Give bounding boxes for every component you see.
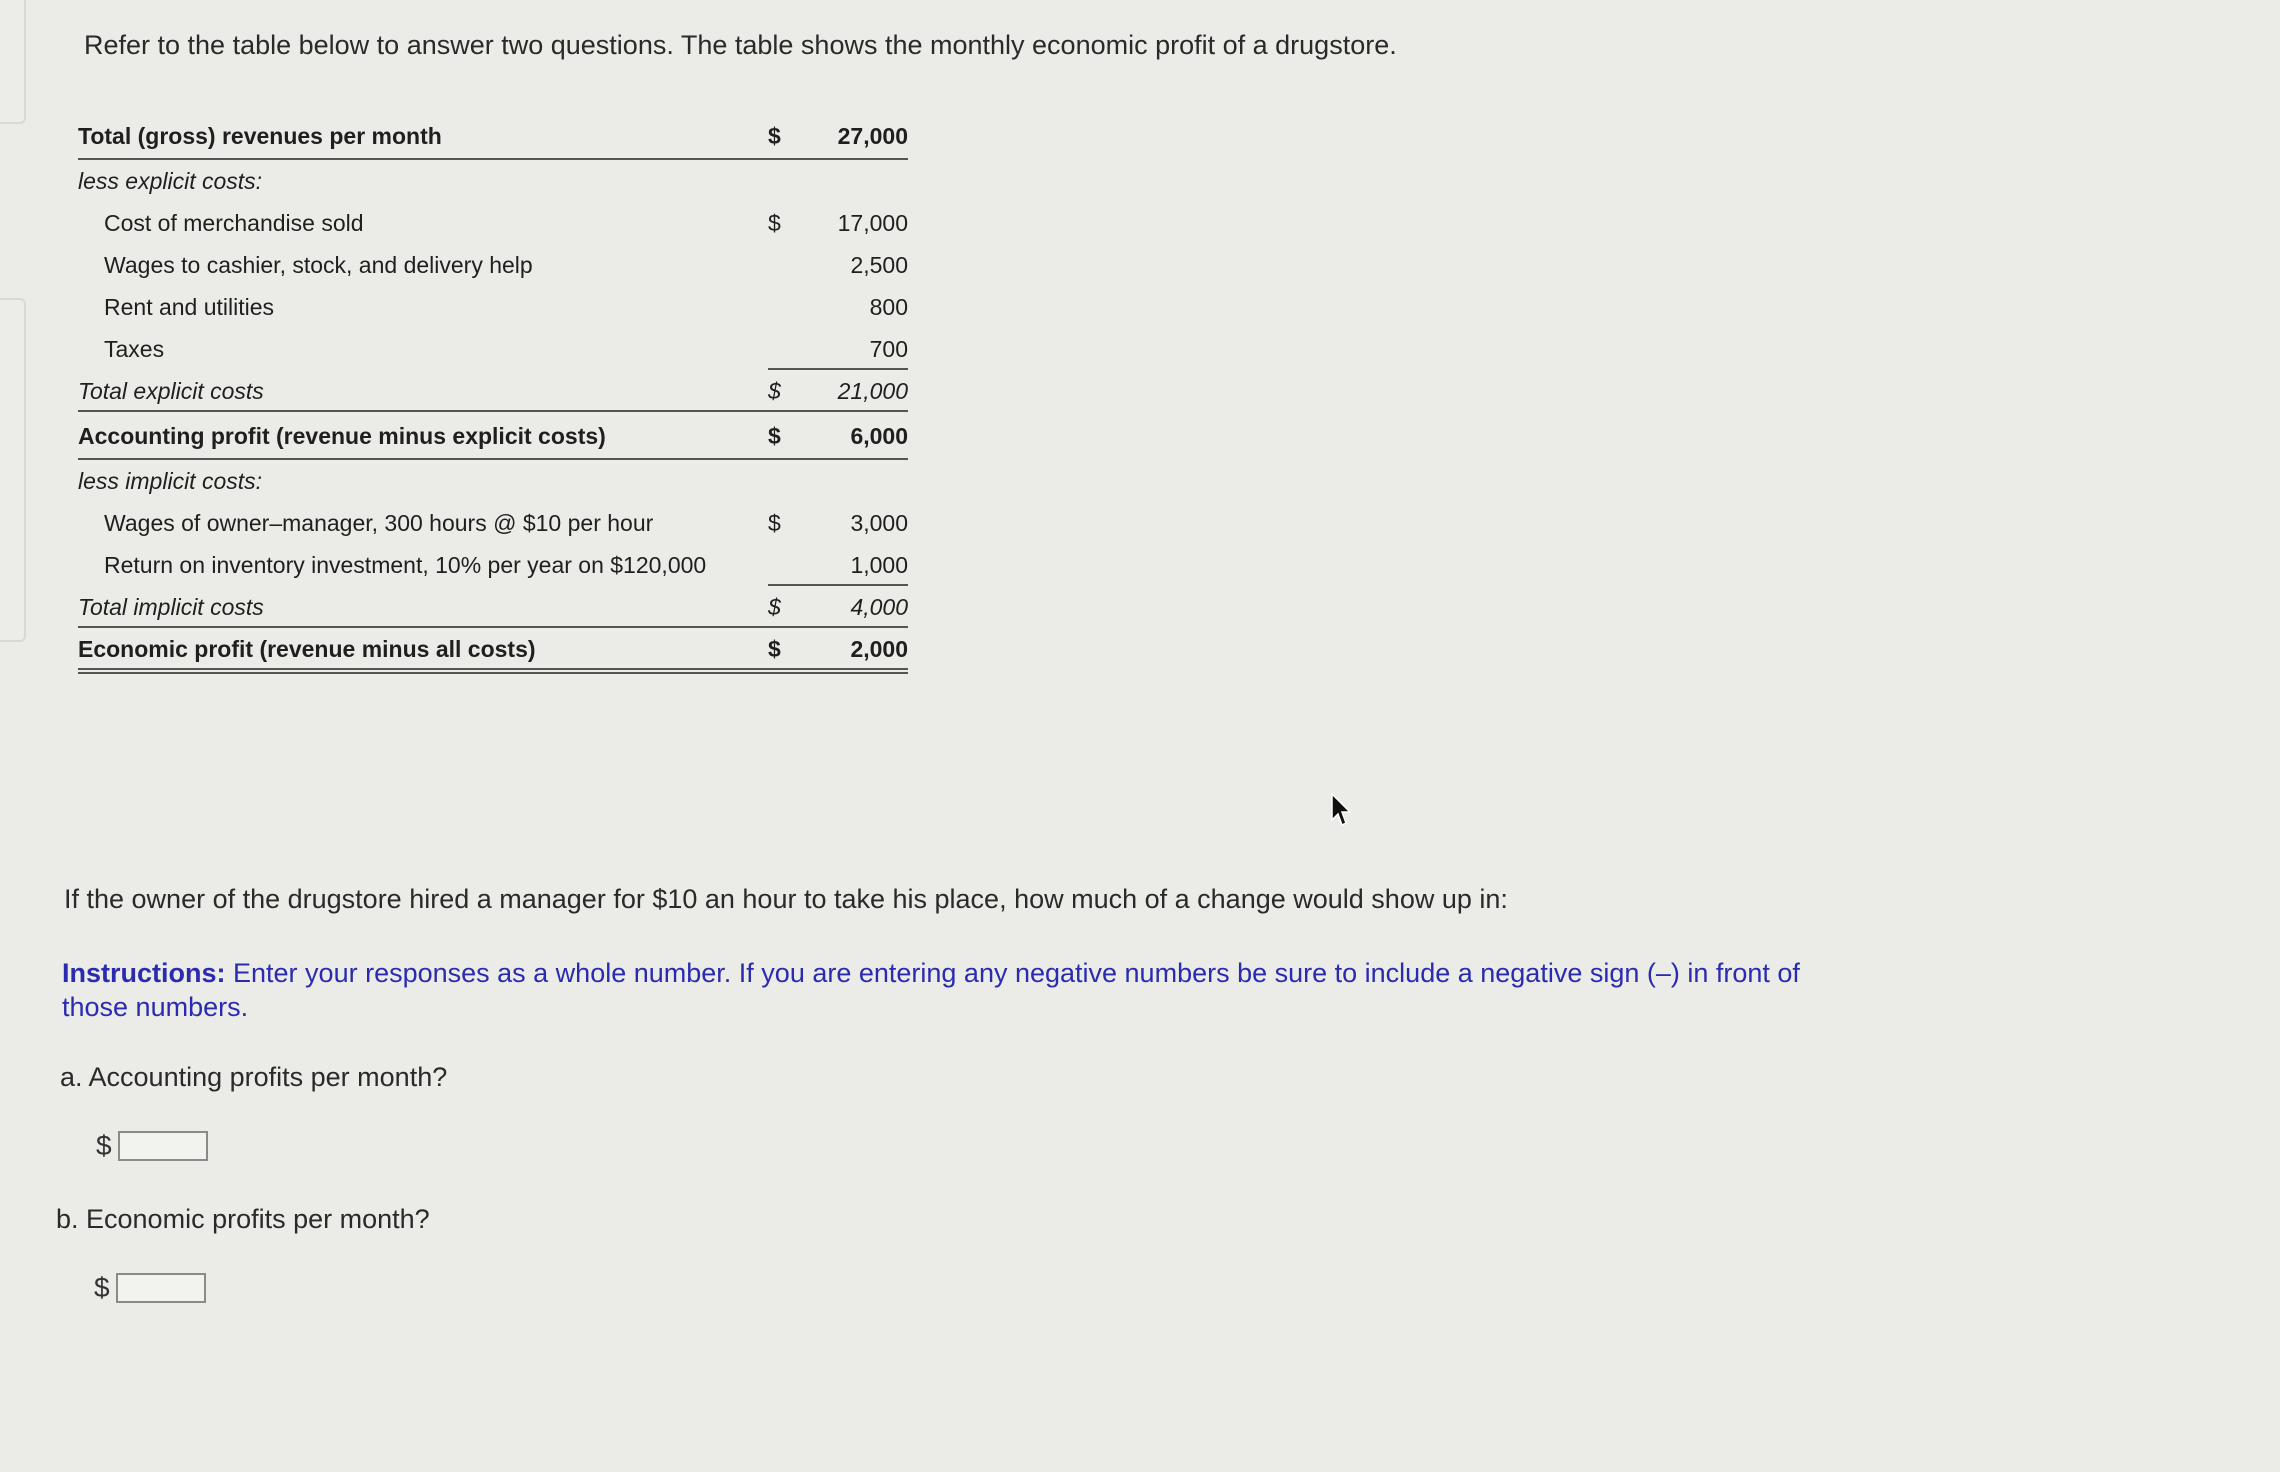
part-b-answer xyxy=(94,1272,206,1304)
row-label: Rent and utilities xyxy=(104,294,275,320)
table-row xyxy=(78,286,908,328)
row-value: 2,500 xyxy=(850,252,908,278)
table-row xyxy=(78,370,908,412)
table-row xyxy=(78,160,908,202)
row-value: $ 3,000 xyxy=(768,510,908,536)
part-a-label: a. Accounting profits per month? xyxy=(60,1062,448,1092)
mouse-cursor-icon xyxy=(1330,792,1354,828)
row-label: Wages to cashier, stock, and delivery help xyxy=(104,252,533,278)
row-value: $ 6,000 xyxy=(768,423,908,449)
table-row xyxy=(78,412,908,460)
intro-text: Refer to the table below to answer two questions. The table shows the monthly economic profit of a drugstore. xyxy=(84,30,1397,60)
table-row xyxy=(78,202,908,244)
row-label: Taxes xyxy=(104,336,165,362)
table-row xyxy=(78,628,908,670)
row-value: 1,000 xyxy=(850,552,908,578)
row-label: Wages of owner–manager, 300 hours @ $10 per hour xyxy=(104,510,654,536)
instructions-lead: Instructions: xyxy=(62,958,226,988)
part-a-answer xyxy=(96,1130,208,1162)
row-value: $ 21,000 xyxy=(768,378,908,404)
table-row xyxy=(78,544,908,586)
row-label: Total explicit costs xyxy=(78,378,264,404)
table-row xyxy=(78,502,908,544)
accounting-profit-input[interactable] xyxy=(118,1131,208,1161)
row-label: Accounting profit (revenue minus explicit costs) xyxy=(78,423,606,449)
row-value: $ 4,000 xyxy=(768,594,908,620)
table-row xyxy=(78,244,908,286)
row-label: Total (gross) revenues per month xyxy=(78,123,442,149)
table-row xyxy=(78,586,908,628)
row-value: $ 17,000 xyxy=(768,210,908,236)
left-panel-edge xyxy=(0,298,26,642)
row-value: $ 27,000 xyxy=(768,123,908,149)
instructions-text: Enter your responses as a whole number. If you are entering any negative numbers be sure to include a negative sign (–) in front of those numbers. xyxy=(62,958,1800,1022)
currency-symbol: $ xyxy=(96,1130,112,1161)
currency-symbol: $ xyxy=(94,1272,110,1303)
row-label: Cost of merchandise sold xyxy=(104,210,364,236)
row-value: 700 xyxy=(869,336,908,362)
instructions xyxy=(62,956,1822,1024)
question-text: If the owner of the drugstore hired a manager for $10 an hour to take his place, how much of a change would show up in: xyxy=(64,884,1508,914)
profit-table xyxy=(78,112,908,670)
table-row xyxy=(78,328,908,370)
divider xyxy=(78,672,908,674)
row-label: Total implicit costs xyxy=(78,594,264,620)
table-row xyxy=(78,460,908,502)
divider xyxy=(78,668,908,670)
row-label: less implicit costs: xyxy=(78,468,263,494)
left-panel-edge xyxy=(0,0,26,124)
table-row xyxy=(78,112,908,160)
row-label: less explicit costs: xyxy=(78,168,263,194)
row-value: $ 2,000 xyxy=(768,636,908,662)
part-b-label: b. Economic profits per month? xyxy=(56,1204,430,1234)
row-value: 800 xyxy=(869,294,908,320)
row-label: Return on inventory investment, 10% per year on $120,000 xyxy=(104,552,707,578)
row-label: Economic profit (revenue minus all costs) xyxy=(78,636,536,662)
economic-profit-input[interactable] xyxy=(116,1273,206,1303)
